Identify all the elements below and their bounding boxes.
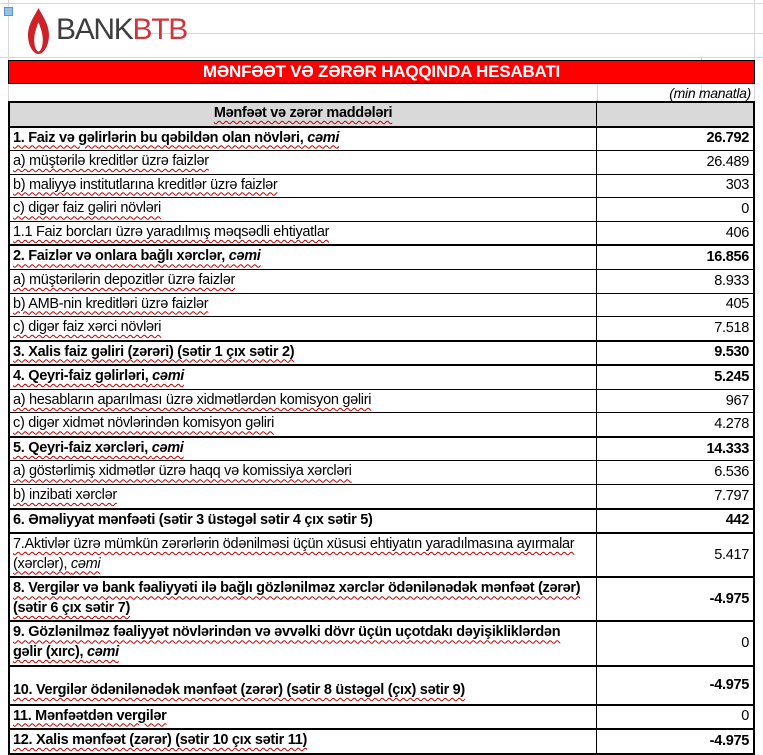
table-row — [10, 665, 753, 704]
table-row — [10, 197, 753, 221]
header-label-cell[interactable] — [10, 103, 596, 126]
gridline — [754, 0, 755, 101]
row-label-cell[interactable]: 7.Aktivlər üzrə mümkün zərərlərin ödənilməsi üçün xüsusi ehtiyatın yaradılmasına ayırmalar (xərclər), cəmi — [13, 536, 575, 572]
row-value-cell[interactable]: 7.797 — [596, 485, 753, 508]
row-value-cell[interactable]: 7.518 — [596, 317, 753, 340]
row-label-cell[interactable]: 2. Faizlər və onlara bağlı xərclər, cəmi — [13, 248, 261, 265]
table-row — [10, 150, 753, 174]
row-value-cell[interactable]: 406 — [596, 222, 753, 245]
row-label-cell[interactable]: b) maliyyə institutlarına kreditlər üzrə faizlər — [13, 176, 278, 193]
row-value-cell[interactable]: -4.975 — [596, 578, 753, 620]
row-label-cell[interactable]: 5. Qeyri-faiz xərcləri, cəmi — [13, 439, 184, 456]
row-value-cell[interactable]: 26.489 — [596, 151, 753, 174]
row-label-cell[interactable]: c) digər xidmət növlərindən komisyon gəliri — [13, 415, 275, 432]
row-value-cell[interactable]: -4.975 — [596, 730, 753, 753]
row-label-cell[interactable]: 9. Gözlənilməz fəaliyyət növlərindən və əvvəlki dövr üçün uçotdakı dəyişikliklərdən gəlir (xırc), cəmi — [13, 624, 561, 660]
row-value-cell[interactable]: 303 — [596, 175, 753, 198]
table-row — [10, 436, 753, 461]
row-label-cell[interactable]: c) digər faiz gəliri növləri — [13, 200, 161, 217]
table-row — [10, 244, 753, 269]
row-value-cell[interactable]: 9.530 — [596, 342, 753, 365]
row-label-cell[interactable]: b) inzibati xərclər — [13, 487, 117, 503]
table-row — [10, 389, 753, 413]
row-label-cell[interactable]: 3. Xalis faiz gəliri (zərəri) (sətir 1 çıx sətir 2) — [13, 343, 295, 360]
units-note-prefix: (min — [669, 85, 699, 101]
row-label-cell[interactable]: a) hesabların aparılması üzrə xidmətlərdən komisyon gəliri — [13, 391, 372, 408]
table-row — [10, 728, 753, 753]
table-row — [10, 620, 753, 664]
row-value-cell[interactable]: -4.975 — [596, 667, 753, 704]
row-value-cell[interactable]: 442 — [596, 510, 753, 533]
row-value-cell[interactable]: 26.792 — [596, 128, 753, 151]
row-value-cell[interactable]: 0 — [596, 622, 753, 664]
bank-btb-logo — [28, 8, 187, 54]
table-row — [10, 508, 753, 533]
row-label-cell[interactable]: a) göstərlimiş xidmətlər üzrə haqq və komissiya xərcləri — [13, 463, 352, 480]
row-label-cell[interactable]: 8. Vergilər və bank fəaliyyəti ilə bağlı gözlənilməz xərclər ödənilənədək mənfəət (zərər) (sətir 6 çıx sətir 7) — [13, 580, 581, 616]
row-value-cell[interactable]: 405 — [596, 294, 753, 317]
row-value-cell[interactable]: 0 — [596, 706, 753, 729]
gridline — [150, 33, 763, 34]
row-value-cell[interactable]: 5.417 — [596, 534, 753, 576]
row-value-cell[interactable]: 967 — [596, 390, 753, 413]
row-label-cell[interactable]: a) müştərilərin depozitlər üzrə faizlər — [13, 271, 235, 288]
row-label-cell[interactable]: 11. Mənfəətdən vergilər — [13, 707, 167, 724]
table-row — [10, 576, 753, 620]
table-row — [10, 293, 753, 317]
row-value-cell[interactable]: 4.278 — [596, 413, 753, 436]
row-label-cell[interactable]: a) müştərilə kreditlər üzrə faizlər — [13, 153, 209, 170]
report-title-bar[interactable] — [8, 60, 755, 84]
row-value-cell[interactable]: 16.856 — [596, 246, 753, 269]
table-row — [10, 704, 753, 729]
row-label-cell[interactable]: 1. Faiz və gəlirlərin bu qəbildən olan növləri, cəmi — [13, 129, 340, 146]
table-row — [10, 126, 753, 151]
report-title: MƏNFƏƏT VƏ ZƏRƏR HAQQINDA HESABATI — [202, 62, 561, 81]
logo-bank-word: BANK — [56, 13, 133, 46]
row-label-cell[interactable]: c) digər faiz xərci növləri — [13, 319, 162, 336]
gridline — [0, 3, 763, 4]
table-row — [10, 532, 753, 576]
row-label-cell[interactable]: 1.1 Faiz borcları üzrə yaradılmış məqsədli ehtiyatlar — [13, 223, 330, 240]
row-label-cell[interactable]: 12. Xalis mənfəət (zərər) (sətir 10 çıx sətir 11) — [13, 732, 307, 749]
row-value-cell[interactable]: 5.245 — [596, 366, 753, 389]
table-row — [10, 484, 753, 508]
header-label: Mənfəət və zərər maddələri — [213, 105, 393, 121]
selection-handle-icon[interactable] — [4, 7, 13, 16]
table-row — [10, 174, 753, 198]
units-note-word: manatla) — [698, 85, 751, 101]
table-header-row — [10, 103, 753, 126]
row-value-cell[interactable]: 6.536 — [596, 461, 753, 484]
table-row — [10, 460, 753, 484]
row-label-cell[interactable]: 4. Qeyri-faiz gəlirləri, cəmi — [13, 368, 185, 385]
row-value-cell[interactable]: 0 — [596, 198, 753, 221]
table-row — [10, 364, 753, 389]
table-row — [10, 316, 753, 340]
table-row — [10, 340, 753, 365]
table-row — [10, 221, 753, 245]
row-value-cell[interactable]: 14.333 — [596, 438, 753, 461]
flame-icon — [28, 8, 49, 54]
profit-loss-table — [8, 101, 755, 755]
row-value-cell[interactable]: 8.933 — [596, 270, 753, 293]
logo-btb-word: BTB — [132, 13, 187, 46]
logo-text — [56, 15, 187, 47]
row-label-cell[interactable]: 10. Vergilər ödənilənədək mənfəət (zərər) (sətir 8 üstəgəl (çıx) sətir 9) — [13, 681, 465, 698]
row-label-cell[interactable]: b) AMB-nin kreditləri üzrə faizlər — [13, 295, 209, 312]
row-label-cell[interactable]: 6. Əməliyyat mənfəəti (sətir 3 üstəgəl sətir 4 çıx sətir 5) — [13, 511, 373, 528]
units-note[interactable] — [8, 85, 751, 101]
table-row — [10, 269, 753, 293]
header-value-cell[interactable] — [596, 103, 753, 126]
gridline — [0, 57, 763, 58]
table-row — [10, 412, 753, 436]
